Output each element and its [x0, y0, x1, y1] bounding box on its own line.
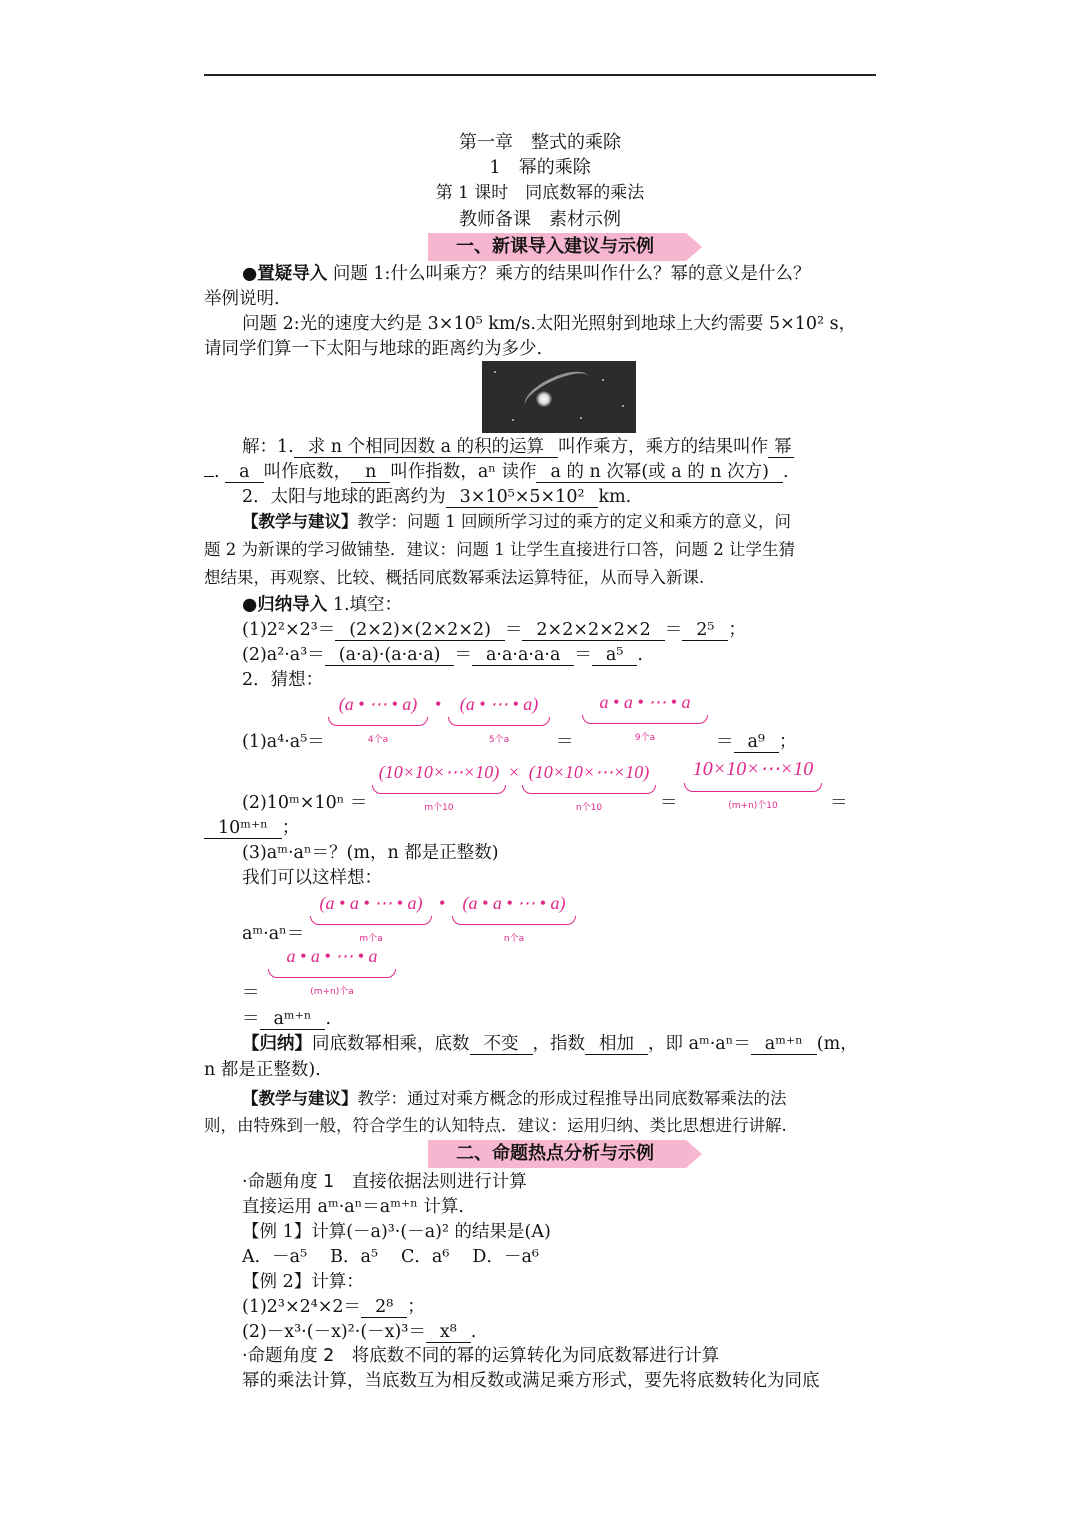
- summary-text: ，指数: [532, 1034, 585, 1054]
- section-title: 1 幂的乘除: [489, 157, 591, 178]
- answer-prefix: 2．太阳与地球的距离约为: [242, 487, 446, 507]
- angle-2-text: 幂的乘法计算，当底数互为相反数或满足乘方形式，要先将底数转化为同底: [242, 1371, 820, 1391]
- example-answer: x⁸: [426, 1322, 471, 1343]
- guess-1-prefix: (1)a⁴·a⁵＝: [242, 732, 325, 752]
- subtitle: 教师备课 素材示例: [459, 209, 621, 230]
- guess-eq: ＝: [716, 732, 734, 752]
- summary-line-2: n 都是正整数).: [204, 1060, 321, 1080]
- guess-eq: ＝: [242, 1009, 260, 1029]
- fill-eq: ＝: [504, 620, 523, 640]
- brace-line: [310, 916, 432, 925]
- answer-1-cont: [204, 460, 789, 484]
- brace-4a: [328, 694, 428, 745]
- example-1-options: A．－a⁵ B．a⁵ C．a⁶ D．－a⁶: [242, 1247, 539, 1267]
- brace-text: (a • a • ⋯ • a): [319, 893, 423, 913]
- guess-3: (3)aᵐ·aⁿ＝？(m，n 都是正整数): [242, 843, 499, 863]
- guess-2-eq: ＝: [660, 793, 678, 813]
- answer-dot: .: [214, 462, 220, 482]
- section-banner-2: 二、命题热点分析与示例: [428, 1140, 686, 1168]
- brace-line: [452, 916, 576, 925]
- fill-eq: ＝: [454, 645, 472, 665]
- brace-line: [582, 715, 708, 724]
- guess-3-prefix: aᵐ·aⁿ＝: [242, 924, 305, 944]
- chapter-title: 第一章 整式的乘除: [459, 132, 621, 153]
- brace-text: a • a • ⋯ • a: [599, 692, 691, 712]
- summary-fill: 相加: [585, 1034, 648, 1055]
- fill-answer: a⁵: [592, 645, 637, 666]
- brace-mn10: [684, 756, 822, 811]
- answer-text: 叫作底数，: [263, 462, 352, 482]
- galaxy-photo: [482, 361, 636, 433]
- brace-line: [268, 969, 396, 978]
- fill-answer: a·a·a·a·a: [472, 645, 574, 666]
- answer-fill: 求 n 个相同因数 a 的积的运算: [294, 437, 558, 458]
- guess-3-answer-line: [242, 1007, 331, 1031]
- answer-fill: a 的 n 次幂(或 a 的 n 次方): [536, 462, 783, 483]
- brace-line: [448, 717, 550, 726]
- example-2-2: [242, 1320, 476, 1344]
- fill-end: ；: [728, 620, 746, 640]
- brace-n10: [522, 762, 656, 813]
- guess-label: 2．猜想：: [242, 670, 324, 690]
- brace-text: (10×10×⋯×10): [378, 762, 500, 782]
- fill-eq: ＝: [664, 620, 683, 640]
- star: [580, 417, 582, 419]
- guess-end: .: [325, 1009, 332, 1029]
- question-2: 问题 2:光的速度大约是 3×10⁵ km/s.太阳光照射到地球上大约需要 5×10² s，: [242, 314, 857, 334]
- example-answer: 2⁸: [361, 1297, 407, 1318]
- brace-text: (10×10×⋯×10): [528, 762, 650, 782]
- brace-mna: [268, 946, 396, 997]
- answer-text: 叫作指数，aⁿ 读作: [390, 462, 537, 482]
- brace-label: 5个a: [488, 735, 510, 745]
- brace-na: [452, 893, 576, 944]
- brace-label: (m+n)个10: [728, 801, 778, 811]
- brace-label: 4个a: [367, 735, 389, 745]
- fill-2: [242, 643, 643, 667]
- guess-1-answer-line: [716, 730, 796, 754]
- guess-answer: 10ᵐ⁺ⁿ: [204, 818, 282, 839]
- think-line: 我们可以这样想：: [242, 868, 382, 888]
- answer-fill: a: [225, 462, 263, 483]
- advice-label: 【教学与建议】: [242, 1089, 358, 1108]
- fill-answer: (2×2)×(2×2×2): [335, 620, 505, 641]
- advice-text: 教学：通过对乘方概念的形成过程推导出同底数幂乘法的法: [357, 1089, 787, 1108]
- summary-label: 【归纳】: [242, 1034, 312, 1054]
- advice-2-line2: 则，由特殊到一般，符合学生的认知特点．建议：运用归纳、类比思想进行讲解.: [204, 1116, 787, 1135]
- guess-1-eq: ＝: [556, 732, 574, 752]
- guess-2-answer-line: [204, 816, 299, 840]
- angle-1: ·命题角度 1 直接依据法则进行计算: [242, 1172, 527, 1192]
- brace-9a: [582, 692, 708, 743]
- advice-1-line2: 题 2 为新课的学习做铺垫．建议：问题 1 让学生直接进行口答，问题 2 让学生猜: [204, 540, 795, 559]
- fill-answer: 2×2×2×2×2: [522, 620, 664, 641]
- brace-text: 10×10×⋯×10: [692, 758, 814, 780]
- guess-2-prefix: (2)10ᵐ×10ⁿ ＝: [242, 793, 368, 813]
- summary-text: ，即 aᵐ·aⁿ＝: [648, 1034, 751, 1054]
- label-induct: ●归纳导入: [242, 595, 328, 615]
- brace-label: m个a: [359, 934, 383, 944]
- example-end: .: [470, 1322, 477, 1342]
- brace-label: m个10: [424, 803, 454, 813]
- advice-1-line3: 想结果，再观察、比较、概括同底数幂乘法运算特征，从而导入新课.: [204, 568, 705, 587]
- star: [622, 405, 624, 407]
- answer-2: [242, 485, 631, 509]
- brace-dot: •: [434, 694, 442, 714]
- question-2-cont: 请同学们算一下太阳与地球的距离约为多少.: [204, 339, 543, 359]
- brace-ma: [310, 893, 432, 944]
- fill-eq: ＝: [574, 645, 592, 665]
- angle-1-text: 直接运用 aᵐ·aⁿ＝aᵐ⁺ⁿ 计算.: [242, 1197, 464, 1217]
- induct-text: 1.填空：: [332, 595, 403, 615]
- example-2: 【例 2】计算：: [242, 1272, 364, 1292]
- guess-3-eq: ＝: [242, 983, 260, 1003]
- star: [494, 371, 496, 373]
- brace-line: [328, 717, 428, 726]
- brace-text: a • a • ⋯ • a: [286, 946, 378, 966]
- answer-fill: n: [351, 462, 390, 483]
- example-end: ；: [407, 1297, 425, 1317]
- example-2-1: [242, 1295, 425, 1319]
- fill-answer: 2⁵: [682, 620, 728, 641]
- galaxy-core: [536, 391, 552, 407]
- advice-label: 【教学与建议】: [242, 512, 358, 531]
- star: [602, 379, 604, 381]
- summary-line: [242, 1032, 858, 1056]
- example-1: 【例 1】计算(－a)³·(－a)² 的结果是(A): [242, 1222, 551, 1242]
- brace-label: 9个a: [634, 733, 656, 743]
- guess-2-eq2: ＝: [830, 793, 848, 813]
- star: [512, 419, 514, 421]
- top-rule: [204, 74, 876, 76]
- answer-fill-blank: [204, 476, 214, 477]
- label-intro: ●置疑导入: [242, 264, 328, 284]
- guess-answer: aᵐ⁺ⁿ: [260, 1009, 326, 1030]
- guess-end: ；: [281, 818, 300, 838]
- question-line-1: [242, 262, 810, 286]
- guess-end: ；: [778, 732, 797, 752]
- fill-1: [242, 618, 746, 642]
- brace-label: n个10: [575, 803, 603, 813]
- brace-text: (a • ⋯ • a): [338, 694, 418, 714]
- answer-text: 叫作乘方，乘方的结果叫作: [558, 437, 769, 457]
- brace-line: [522, 785, 656, 794]
- answer-end: .: [782, 462, 789, 482]
- answer-1: [242, 435, 794, 459]
- answer-prefix: 解：1.: [242, 437, 294, 457]
- fill-prefix: (2)a²·a³＝: [242, 645, 325, 665]
- answer-unit: km.: [598, 487, 632, 507]
- fill-answer: (a·a)·(a·a·a): [325, 645, 455, 666]
- brace-label: n个a: [503, 934, 525, 944]
- brace-line: [684, 783, 822, 792]
- summary-text: (m，: [816, 1034, 858, 1054]
- brace-label: (m+n)个a: [310, 987, 354, 997]
- example-prefix: (2)－x³·(－x)²·(－x)³＝: [242, 1322, 426, 1342]
- advice-2: [242, 1087, 787, 1111]
- question-1: 问题 1:什么叫乘方？乘方的结果叫作什么？幂的意义是什么？: [332, 264, 811, 284]
- question-1-cont: 举例说明.: [204, 289, 280, 309]
- brace-text: (a • ⋯ • a): [459, 694, 539, 714]
- angle-2: ·命题角度 2 将底数不同的幂的运算转化为同底数幂进行计算: [242, 1346, 720, 1366]
- brace-dot: •: [438, 893, 446, 913]
- advice-text: 教学：问题 1 回顾所学习过的乘方的定义和乘方的意义，问: [357, 512, 791, 531]
- advice-1: [242, 510, 791, 534]
- lesson-title: 第 1 课时 同底数幂的乘法: [435, 183, 645, 203]
- example-prefix: (1)2³×2⁴×2＝: [242, 1297, 362, 1317]
- galaxy-arm: [519, 364, 595, 420]
- fill-end: .: [637, 645, 643, 665]
- answer-fill: 3×10⁵×5×10²: [446, 487, 599, 508]
- summary-fill: 不变: [470, 1034, 533, 1055]
- brace-line: [372, 785, 506, 794]
- brace-text: (a • a • ⋯ • a): [462, 893, 566, 913]
- answer-fill: 幂: [768, 437, 794, 458]
- guess-answer: a⁹: [734, 732, 779, 753]
- brace-m10: [372, 762, 506, 813]
- summary-text: 同底数幂相乘，底数: [312, 1034, 470, 1054]
- section-banner-1: 一、新课导入建议与示例: [428, 233, 686, 261]
- fill-prefix: (1)2²×2³＝: [242, 620, 336, 640]
- summary-fill: aᵐ⁺ⁿ: [751, 1034, 817, 1055]
- brace-5a: [448, 694, 550, 745]
- brace-times: ×: [507, 762, 521, 782]
- induct-line: [242, 593, 402, 617]
